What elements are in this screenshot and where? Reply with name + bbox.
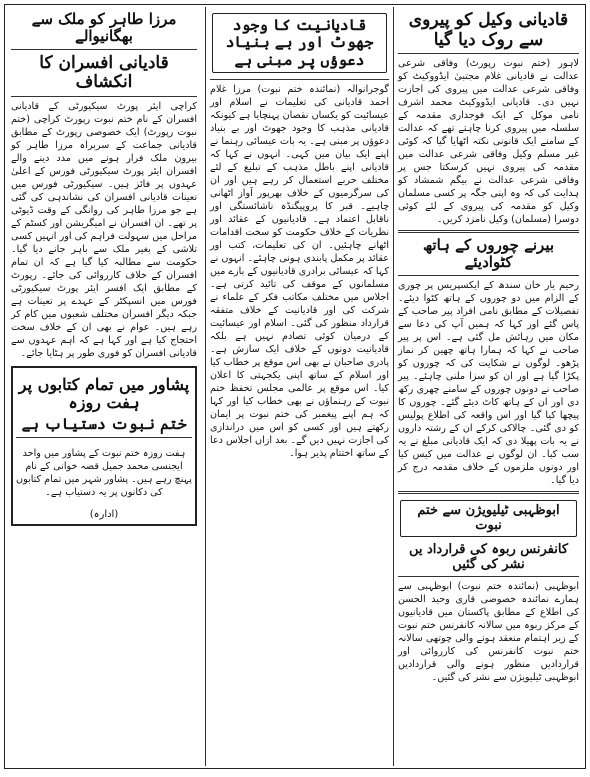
subheadline-rabwah-resolutions: کانفرنس ربوہ کی قرارداد یں نشر کی گئیں	[408, 542, 569, 573]
headline-qadiani-lawyer: قادیانی وکیل کو پیروی سے روک دیا گیا	[408, 10, 569, 50]
divider	[398, 230, 579, 233]
newspaper-page	[4, 4, 586, 769]
divider	[398, 491, 579, 494]
middle-column	[205, 7, 393, 766]
divider	[398, 275, 579, 276]
headline-mirza-tahir: مرزا طاہر کو ملک سے بھگانیوالے	[31, 10, 177, 46]
article-thieves-hands: رحیم یار خان سندھ کے ایکسپریس پر چوری کے الزام میں دو چوروں کے ہاتھ کٹوا دیئے۔ تفصیلات کے مطابق نامی افراد پیر صاحب کے پاس گئے اور کہا کہ ہمیں آپ کی دعا سے مکان میں رہائش مل گئی ہے۔ اس پر پیر صاحب نے کہا کہ ہمارا ہاتھ چھین کر نماز پڑھو۔ لوگوں نے شکایت کی کہ چوروں کو پکڑا گیا ہے اور ان کو سزا ملنی چاہئے۔ پیر صاحب نے دونوں چوروں کے سامنے چھری رکھ دی اور ان کے ہاتھ کاٹ دیئے گئے۔ چوروں کا پیچھا کیا گیا اور اس واقعہ کی اطلاع پولیس کو دی گئی۔ چالاکی کرکے ان کے رشتہ داروں نے یہ بات پھیلا دی کہ ایک قادیانی مبلغ نے یہ سب کیا۔ ان لوگوں نے عدالت میں کیس کیا اور دونوں ملزموں کے خلاف مقدمہ درج کر دیا گیا۔	[398, 279, 579, 486]
headline-qadiani-officers: قادیانی افسران کا انکشاف	[39, 52, 169, 93]
ad-title: پشاور میں تمام کتابوں پر ہفت روزہ	[18, 374, 190, 412]
right-column	[393, 7, 583, 766]
ad-text: ہفت روزہ ختم نبوت کے پشاور میں واحد ایجنسی محمد جمیل قصہ خوانی کے نام پہنچ رہے ہیں۔ پشاور شہر میں تمام کتابوں کی دکانوں پر یہ دستیاب ہے۔	[16, 448, 192, 499]
article-qadiani-officers: کراچی ایئر پورٹ سیکیورٹی کے قادیانی افسران کے نام ختم نبوت رپورٹ کراچی (ختم نبوت رپورٹ) ایک خصوصی رپورٹ کے مطابق قادیانی جماعت کے سربراہ مرزا طاہر کو بیرون ملک فرار ہونے میں مدد دینے والے افسران ایئر پورٹ سیکیورٹی فورس کے اعلیٰ عہدوں پر فائز ہیں۔ سیکیورٹی فورس میں تعینات قادیانی افسران کی نشاندہی کی گئی ہے جو مرزا طاہر کی روانگی کے وقت ڈیوٹی پر تھے۔ ان افسران نے امیگریشن اور کسٹم کے مراحل میں سہولت فراہم کی اور انہیں کسی تلاشی کے بغیر ملک سے باہر جانے دیا گیا۔ حکومت سے مطالبہ کیا گیا ہے کہ ان تمام افسران کے خلاف کارروائی کی جائے۔ رپورٹ کے مطابق ایک افسر ایئر پورٹ سیکیورٹی فورس میں انسپکٹر کے عہدے پر تعینات ہے جبکہ دیگر افسران مختلف شعبوں میں کام کر رہے ہیں۔ عوام نے بھی ان کے خلاف سخت احتجاج کیا ہے اور کہا ہے کہ اہم عہدوں سے قادیانی افسران کو فوری طور پر ہٹایا جائے۔	[11, 100, 197, 359]
divider	[398, 53, 579, 54]
article-abu-dhabi-tv: ابوظہبی (نمائندہ ختم نبوت) ابوظہبی سے ہمارے نمائندہ خصوصی قاری وحید الحسن کی اطلاع کے مطابق پاکستان میں قادیانیوں کے مرکز ربوہ میں سالانہ کانفرنس ختم نبوت کے زیر اہتمام منعقد ہونے والی چوتھی سالانہ ختم نبوت کانفرنس کی کارروائی اور قراردادیں منظور ہونے والی قراردادیں ابوظہبی ٹیلیویژن سے نشر کی گئیں۔	[398, 581, 579, 684]
divider	[11, 49, 197, 50]
left-column	[7, 7, 201, 766]
headline-abu-dhabi-tv: ابوظہبی ٹیلیویژن سے ختم نبوت	[400, 500, 577, 538]
divider	[16, 437, 192, 438]
headline-qadianiat-lies: قادیانیت کا وجود جھوٹ اور بے بنیاد دعوؤں پر مبنی ہے	[212, 13, 387, 73]
article-qadiani-lawyer: لاہور (ختم نبوت رپورٹ) وفاقی شرعی عدالت نے قادیانی غلام مجتبیٰ ایڈووکیٹ کو وفاقی شرعی عدالت میں پیروی کی اجازت نہیں دی۔ قادیانی ایڈووکیٹ محمد اشرف نامی موکل کے ایک فوجداری مقدمہ کے سلسلہ میں پیروی کرنا چاہتے تھے کہ عدالت کے سامنے ایک قانونی نکتہ اٹھایا گیا کہ کوئی غیر مسلم وکیل وفاقی شرعی عدالت میں مقدمہ کی پیروی نہیں کرسکتا جس پر وفاقی شرعی عدالت نے بیگم شمشاد کو ہدایت کی کہ وہ اپنی جگہ پر کسی مسلمان وکیل کو مقدمہ کی پیروی کے لئے کوئی دوسرا (مسلمان) وکیل نامزد کریں۔	[398, 58, 579, 226]
divider	[210, 79, 389, 80]
headline-thieves-hands: بیرنے چوروں کے ہاتھ کٹوادیئے	[422, 236, 555, 272]
ad-signoff: (ادارہ)	[89, 508, 119, 520]
article-qadianiat-lies: گوجرانوالہ (نمائندہ ختم نبوت) مرزا غلام احمد قادیانی کی تعلیمات نے اسلام اور عیسائیت کو یکساں نقصان پہنچایا ہے کیونکہ قادیانی مذہب کا وجود جھوٹ اور بے بنیاد دعوؤں پر مبنی ہے۔ یہ بات عیسائی رہنما نے اپنے ایک بیان میں کہی۔ انہوں نے کہا کہ قادیانی اپنے باطل مذہب کے تبلیغ کے لئے مختلف حربے استعمال کر رہے ہیں اور ان کی سرگرمیوں کے خلاف بھرپور آواز اٹھانی چاہیے۔ قبر کا پروپیگنڈہ ناشائستگی اور ناقابل اعتماد ہے۔ قادیانیوں کے عقائد اور نظریات کے خلاف حکومت کو سخت اقدامات اٹھانے چاہئیں۔ ان کی تعلیمات، کتب اور عقائد پر مکمل پابندی ہونی چاہئے۔ انہوں نے کہا کہ عیسائی برادری قادیانیوں کے بارے میں مسلمانوں کے موقف کی تائید کرتی ہے۔ اجلاس میں مختلف مکاتب فکر کے علماء نے شرکت کی اور قادیانیت کے خلاف متفقہ قرارداد منظور کی گئی۔ اسلام اور عیسائیت کے درمیان کوئی تصادم نہیں ہے بلکہ قادیانیت دونوں کے خلاف ایک سازش ہے۔ پادری صاحبان نے بھی اس موقع پر خطاب کیا اور اسلام کے ساتھ اپنی یکجہتی کا اعلان کیا۔ اس موقع پر عالمی مجلس تحفظ ختم نبوت کے رہنماؤں نے بھی خطاب کیا اور کہا کہ ہم اپنے پیغمبر کی ختم نبوت پر ایمان رکھتے ہیں اور کسی کو اس میں دراندازی کی اجازت نہیں دیں گے۔ بعد ازاں اجلاس دعا کے ساتھ اختتام پذیر ہوا۔	[210, 83, 389, 459]
advertisement-box	[11, 366, 197, 526]
divider	[11, 96, 197, 97]
ad-subtitle: ختم نبوت دستیاب ہے	[21, 415, 187, 434]
divider	[398, 576, 579, 577]
